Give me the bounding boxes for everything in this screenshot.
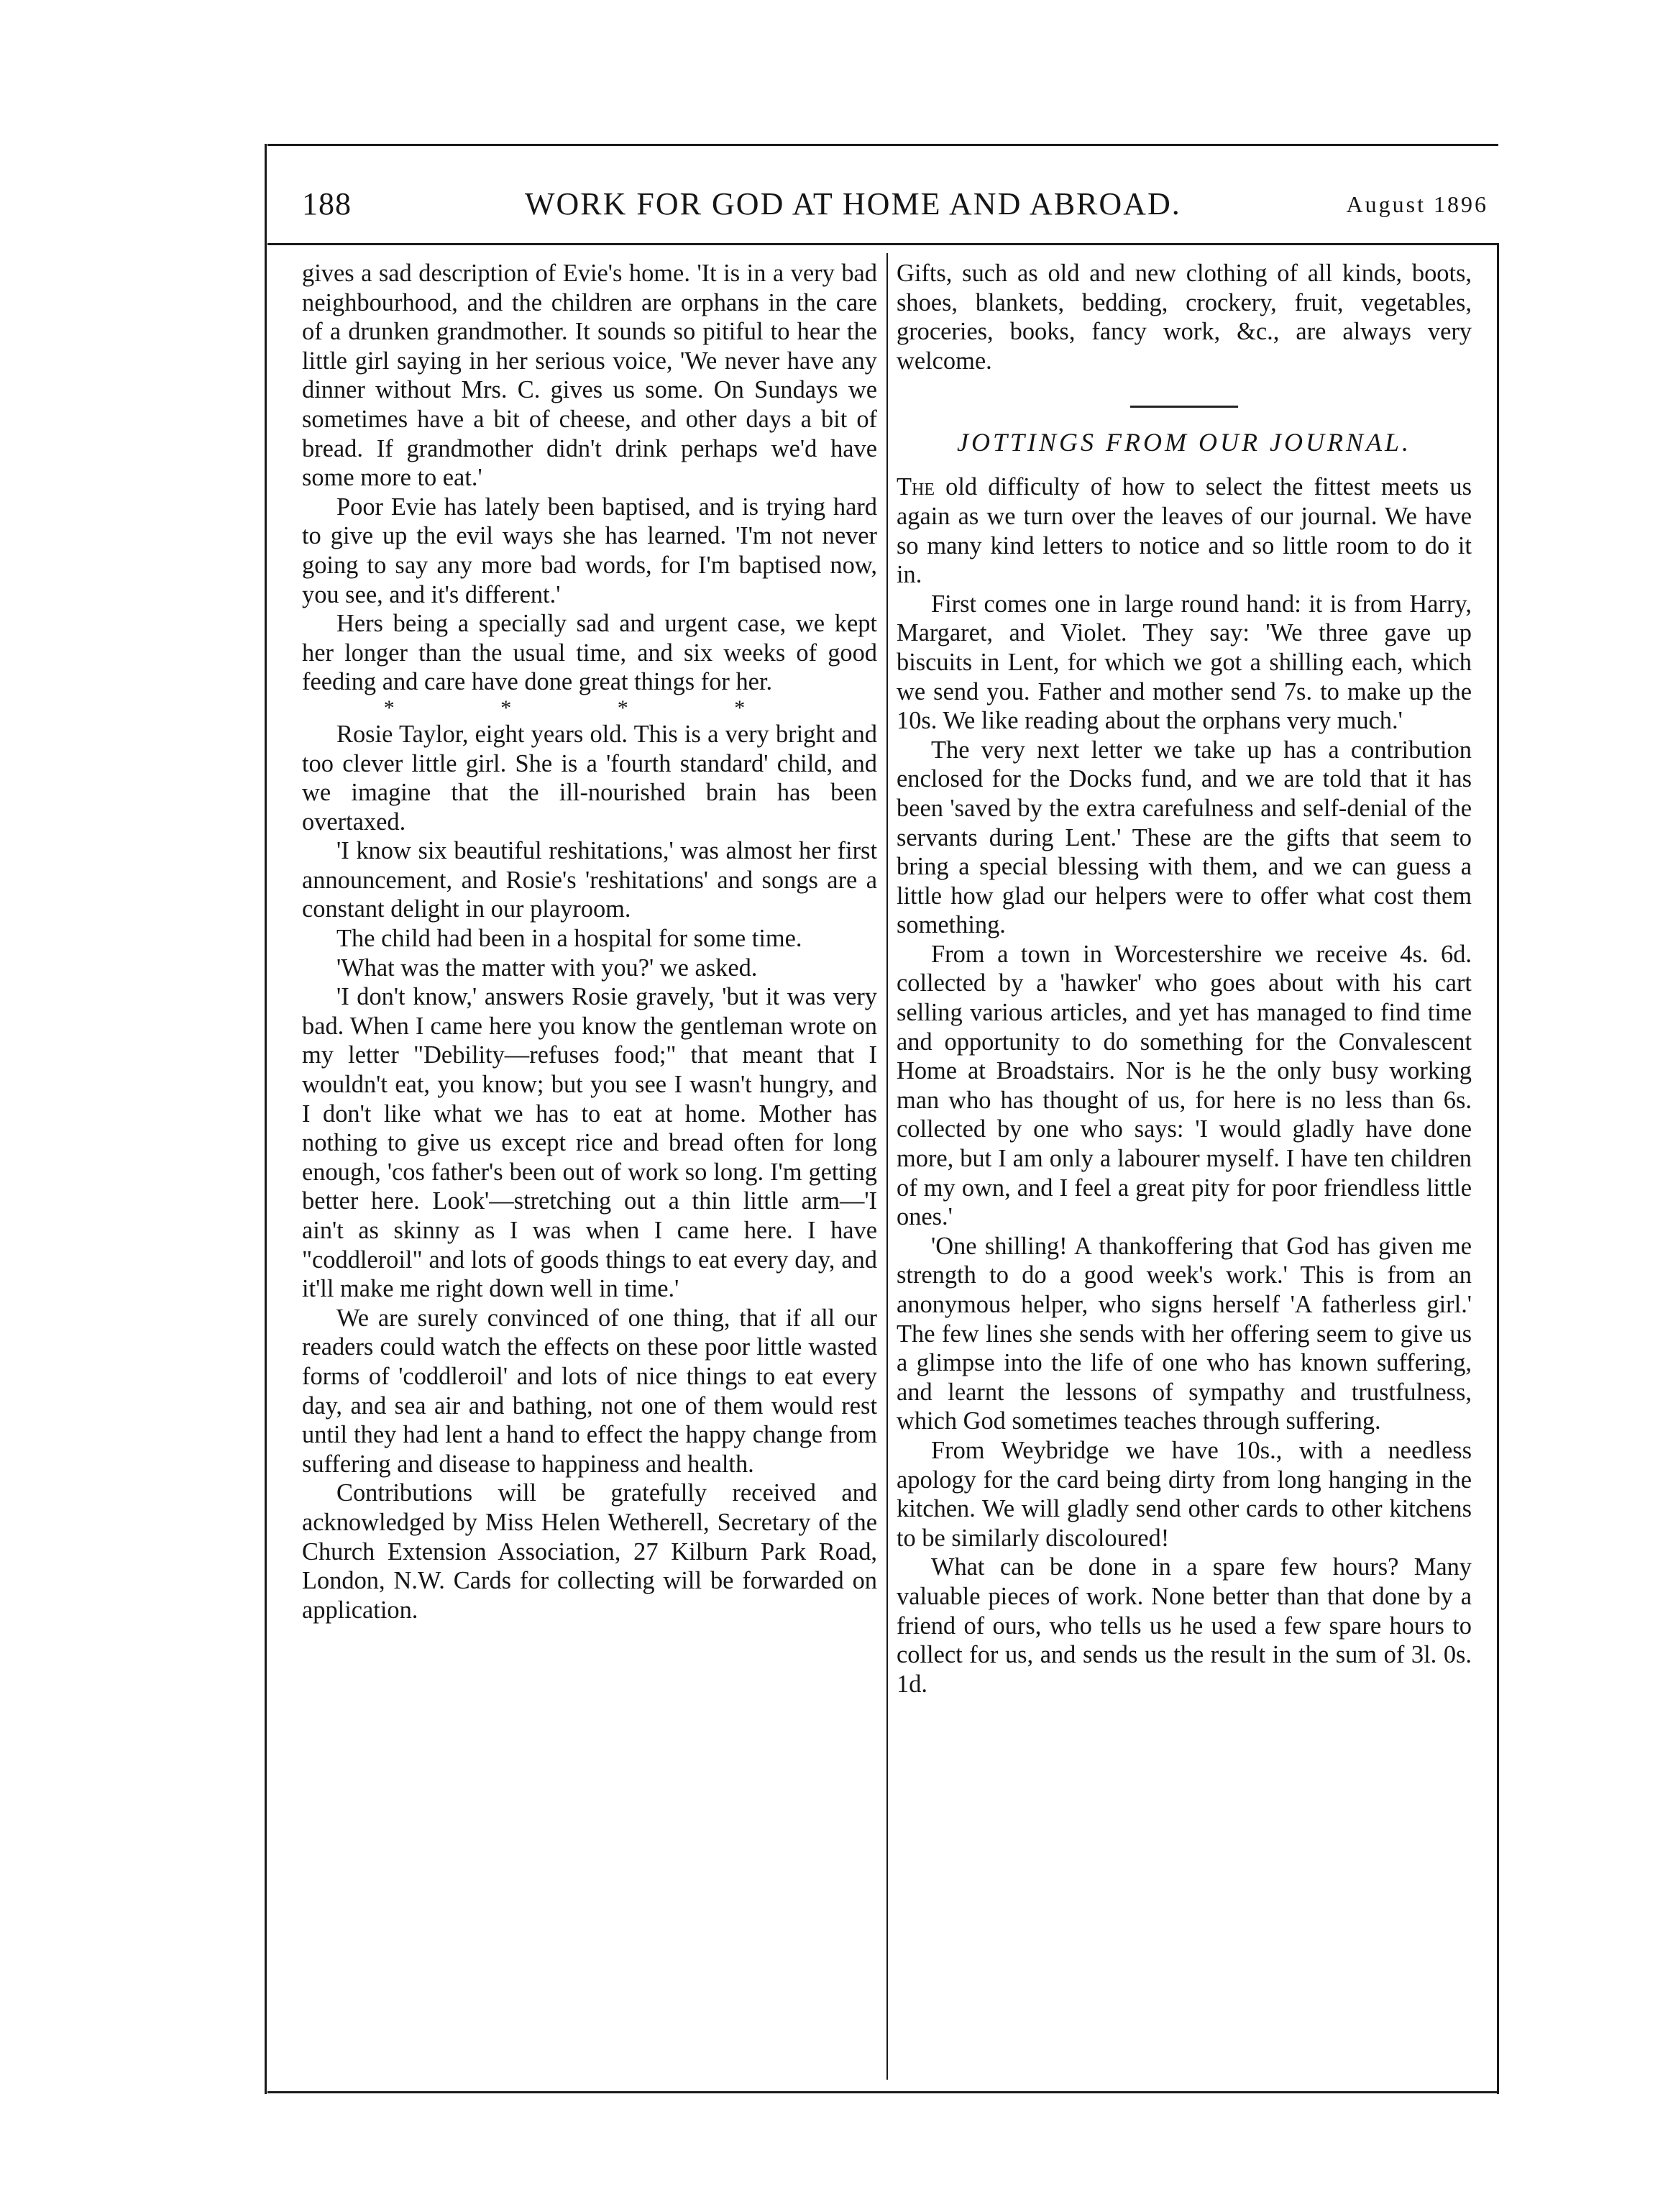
section-break-stars: * * * * xyxy=(383,695,796,720)
drop-word: The xyxy=(897,473,935,501)
running-header xyxy=(302,186,1488,229)
paragraph: Rosie Taylor, eight years old. This is a very bright and too clever little girl. She is a 'fourth standard' child, and we imagine that the ill-nourished brain has been overtaxed. xyxy=(302,720,877,836)
left-border xyxy=(265,144,267,2094)
paragraph: From a town in Worcestershire we receive 4s. 6d. collected by a 'hawker' who goes about with his cart selling various articles, and yet has managed to find time and opportunity to do something for the Convalescent Home at Broadstairs. Nor is he the only busy working man who has thought of us, for here is no less than 6s. collected by one who says: 'I would gladly have done more, but I am only a labourer myself. I have ten children of my own, and I feel a great pity for poor friendless little ones.' xyxy=(897,940,1472,1231)
issue-date: August 1896 xyxy=(1346,191,1488,217)
top-rule xyxy=(267,144,1498,146)
section-title: JOTTINGS FROM OUR JOURNAL. xyxy=(957,428,1411,457)
paragraph: 'One shilling! A thankoffering that God has given me strength to do a good week's work.' This is from an anonymous helper, who signs herself 'A fatherless girl.' The few lines she sends with her offering seem to give us a glimpse into the life of one who has known suffering, and learnt the lessons of sympathy and trustfulness, which God sometimes teaches through suffering. xyxy=(897,1232,1472,1435)
left-column xyxy=(302,259,877,1624)
paragraph: The child had been in a hospital for some time. xyxy=(336,925,802,953)
paragraph: We are surely convinced of one thing, that if all our readers could watch the effects on these poor little wasted forms of 'coddleroil' and lots of nice things to eat every day, and sea air and bathing, not one of them would rest until they had lent a hand to effect the happy change from suffering and disease to happiness and health. xyxy=(302,1304,877,1478)
header-rule xyxy=(267,243,1498,245)
publication-title: WORK FOR GOD AT HOME AND ABROAD. xyxy=(525,186,1181,221)
section-divider xyxy=(1130,406,1238,408)
paragraph: 'What was the matter with you?' we asked. xyxy=(336,954,758,982)
page-number: 188 xyxy=(302,186,352,221)
paragraph: Hers being a specially sad and urgent case, we kept her longer than the usual time, and six weeks of good feeding and care have done great things for her. xyxy=(302,610,877,696)
right-column xyxy=(897,259,1472,1699)
paragraph: 'I know six beautiful reshitations,' was almost her first announcement, and Rosie's 'reshitations' and songs are a constant delight in our playroom. xyxy=(302,837,877,923)
paragraph: 'I don't know,' answers Rosie gravely, 'but it was very bad. When I came here you know the gentleman wrote on my letter "Debility—refuses food;" that meant that I wouldn't eat, you know; but you see I wasn't hungry, and I don't like what we has to eat at home. Mother has nothing to give us except rice and bread often for long enough, 'cos father's been out of work so long. I'm getting better here. Look'—stretching out a thin little arm—'I ain't as skinny as I was when I came here. I have "coddleroil" and lots of goods things to eat every day, and it'll make me right down well in time.' xyxy=(302,983,877,1303)
paragraph: What can be done in a spare few hours? Many valuable pieces of work. None better than that done by a friend of ours, who tells us he used a few spare hours to collect for us, and sends us the result in the sum of 3l. 0s. 1d. xyxy=(897,1553,1472,1698)
paragraph-body: old difficulty of how to select the fittest meets us again as we turn over the leaves of our journal. We have so many kind letters to notice and so little room to do it in. xyxy=(897,473,1472,589)
paragraph: gives a sad description of Evie's home. 'It is in a very bad neighbourhood, and the children are orphans in the care of a drunken grandmother. It sounds so pitiful to hear the little girl saying in her serious voice, 'We never have any dinner without Mrs. C. gives us some. On Sundays we sometimes have a bit of cheese, and other days a bit of bread. If grandmother didn't drink perhaps we'd have some more to eat.' xyxy=(302,260,877,492)
right-border xyxy=(1497,243,1499,2094)
paragraph: From Weybridge we have 10s., with a needless apology for the card being dirty from long hanging in the kitchen. We will gladly send other cards to other kitchens to be similarly discoloured! xyxy=(897,1436,1472,1552)
paragraph: The very next letter we take up has a contribution enclosed for the Docks fund, and we are told that it has been 'saved by the extra carefulness and self-denial of the servants during Lent.' These are the gifts that seem to bring a special blessing with them, and we can guess a little how glad our helpers were to offer what cost them something. xyxy=(897,736,1472,939)
paragraph: Poor Evie has lately been baptised, and is trying hard to give up the evil ways she has learned. 'I'm not never going to say any more bad words, for I'm baptised now, you see, and it's different.' xyxy=(302,493,877,608)
paragraph xyxy=(897,472,1472,589)
paragraph: First comes one in large round hand: it is from Harry, Margaret, and Violet. They say: 'We three gave up biscuits in Lent, for which we got a shilling each, which we send you. Father and mother send 7s. to make up the 10s. We like reading about the orphans very much.' xyxy=(897,590,1472,735)
paragraph: Contributions will be gratefully received and acknowledged by Miss Helen Wetherell, Secretary of the Church Extension Association, 27 Kilburn Park Road, London, N.W. Cards for collecting will be forwarded on application. xyxy=(302,1479,877,1624)
paragraph: Gifts, such as old and new clothing of all kinds, boots, shoes, blankets, bedding, crockery, fruit, vegetables, groceries, books, fancy work, &c., are always very welcome. xyxy=(897,260,1472,375)
column-divider xyxy=(886,253,888,2080)
bottom-rule xyxy=(267,2091,1498,2093)
